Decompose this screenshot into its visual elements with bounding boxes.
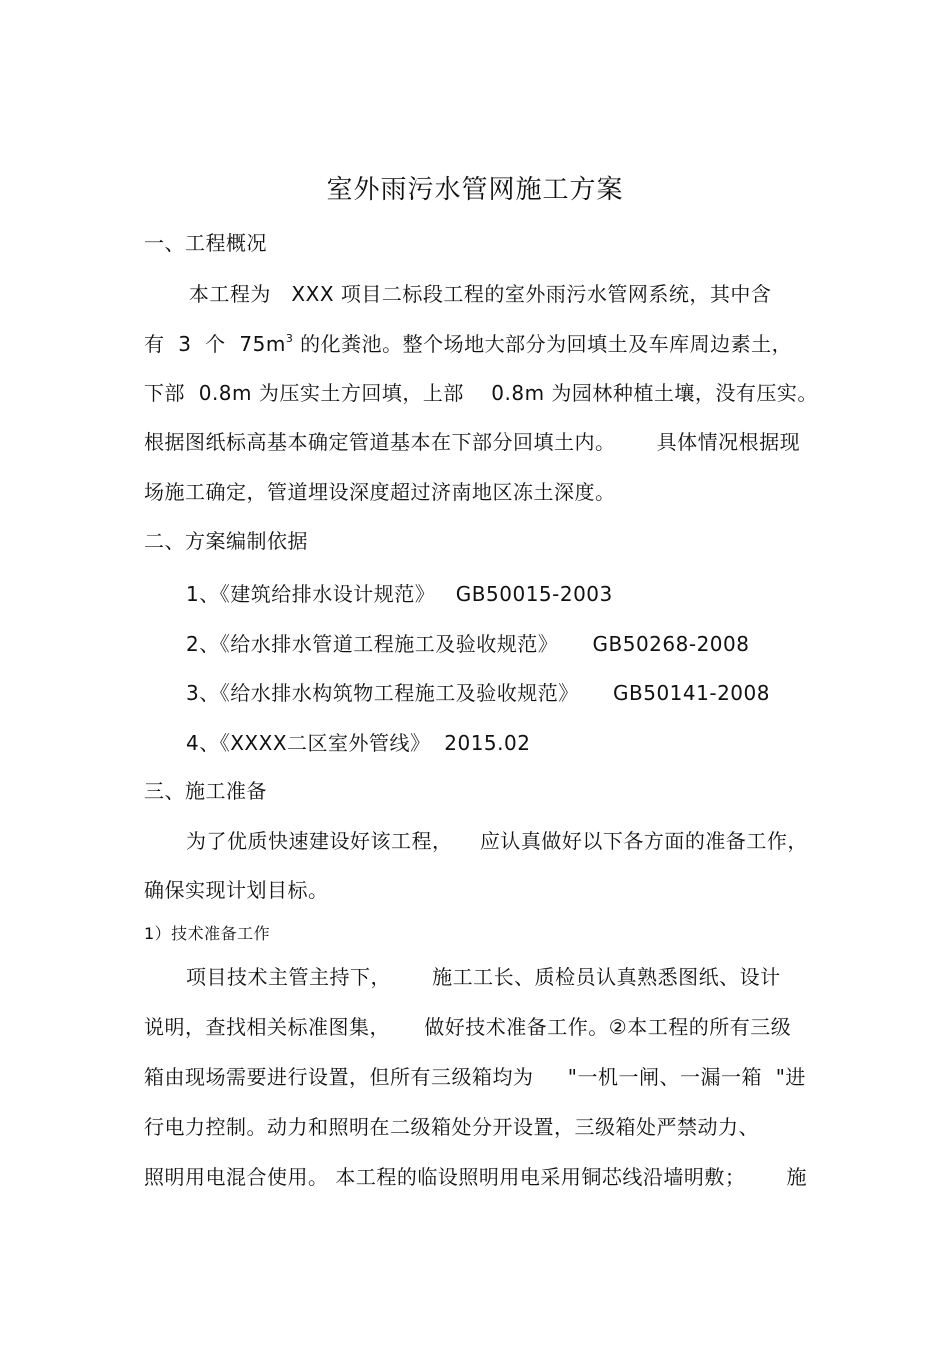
paragraph-line: 根据图纸标高基本确定管道基本在下部分回填土内。 具体情况根据现 [144,430,801,454]
text-run: 有 3 个 75m [144,332,286,356]
text-run: 的化粪池。整个场地大部分为回填土及车库周边素土， [293,332,793,356]
section-heading-2: 二、方案编制依据 [144,529,308,553]
paragraph-line: 项目技术主管主持下， 施工工长、质检员认真熟悉图纸、设计 [186,965,781,989]
subsection-heading: 1）技术准备工作 [144,924,271,943]
reference-item: 2、《给水排水管道工程施工及验收规范》 GB50268-2008 [186,632,750,656]
paragraph-line [144,331,792,357]
paragraph-line: 本工程为 XXX 项目二标段工程的室外雨污水管网系统，其中含 [182,282,772,306]
reference-item: 3、《给水排水构筑物工程施工及验收规范》 GB50141-2008 [186,681,770,705]
section-heading-1: 一、工程概况 [144,231,267,255]
reference-item: 4、《XXXX二区室外管线》 2015.02 [186,731,531,755]
paragraph-line: 确保实现计划目标。 [144,878,329,902]
section-heading-3: 三、施工准备 [144,779,267,803]
paragraph-line: 为了优质快速建设好该工程， 应认真做好以下各方面的准备工作， [186,829,808,853]
paragraph-line: 行电力控制。动力和照明在二级箱处分开设置，三级箱处严禁动力、 [144,1115,759,1139]
reference-item: 1、《建筑给排水设计规范》 GB50015-2003 [186,582,613,606]
paragraph-line: 下部 0.8m 为压实土方回填，上部 0.8m 为园林种植土壤，没有压实。 [144,381,818,405]
paragraph-line: 箱由现场需要进行设置，但所有三级箱均为 "一机一闸、一漏一箱 "进 [144,1065,806,1089]
superscript: 3 [285,332,294,345]
paragraph-line: 照明用电混合使用。 本工程的临设照明用电采用铜芯线沿墙明敷； 施 [144,1165,808,1189]
document-title: 室外雨污水管网施工方案 [326,175,624,205]
paragraph-line: 说明，查找相关标准图集， 做好技术准备工作。②本工程的所有三级 [144,1015,792,1039]
paragraph-line: 场施工确定，管道埋设深度超过济南地区冻土深度。 [144,480,616,504]
